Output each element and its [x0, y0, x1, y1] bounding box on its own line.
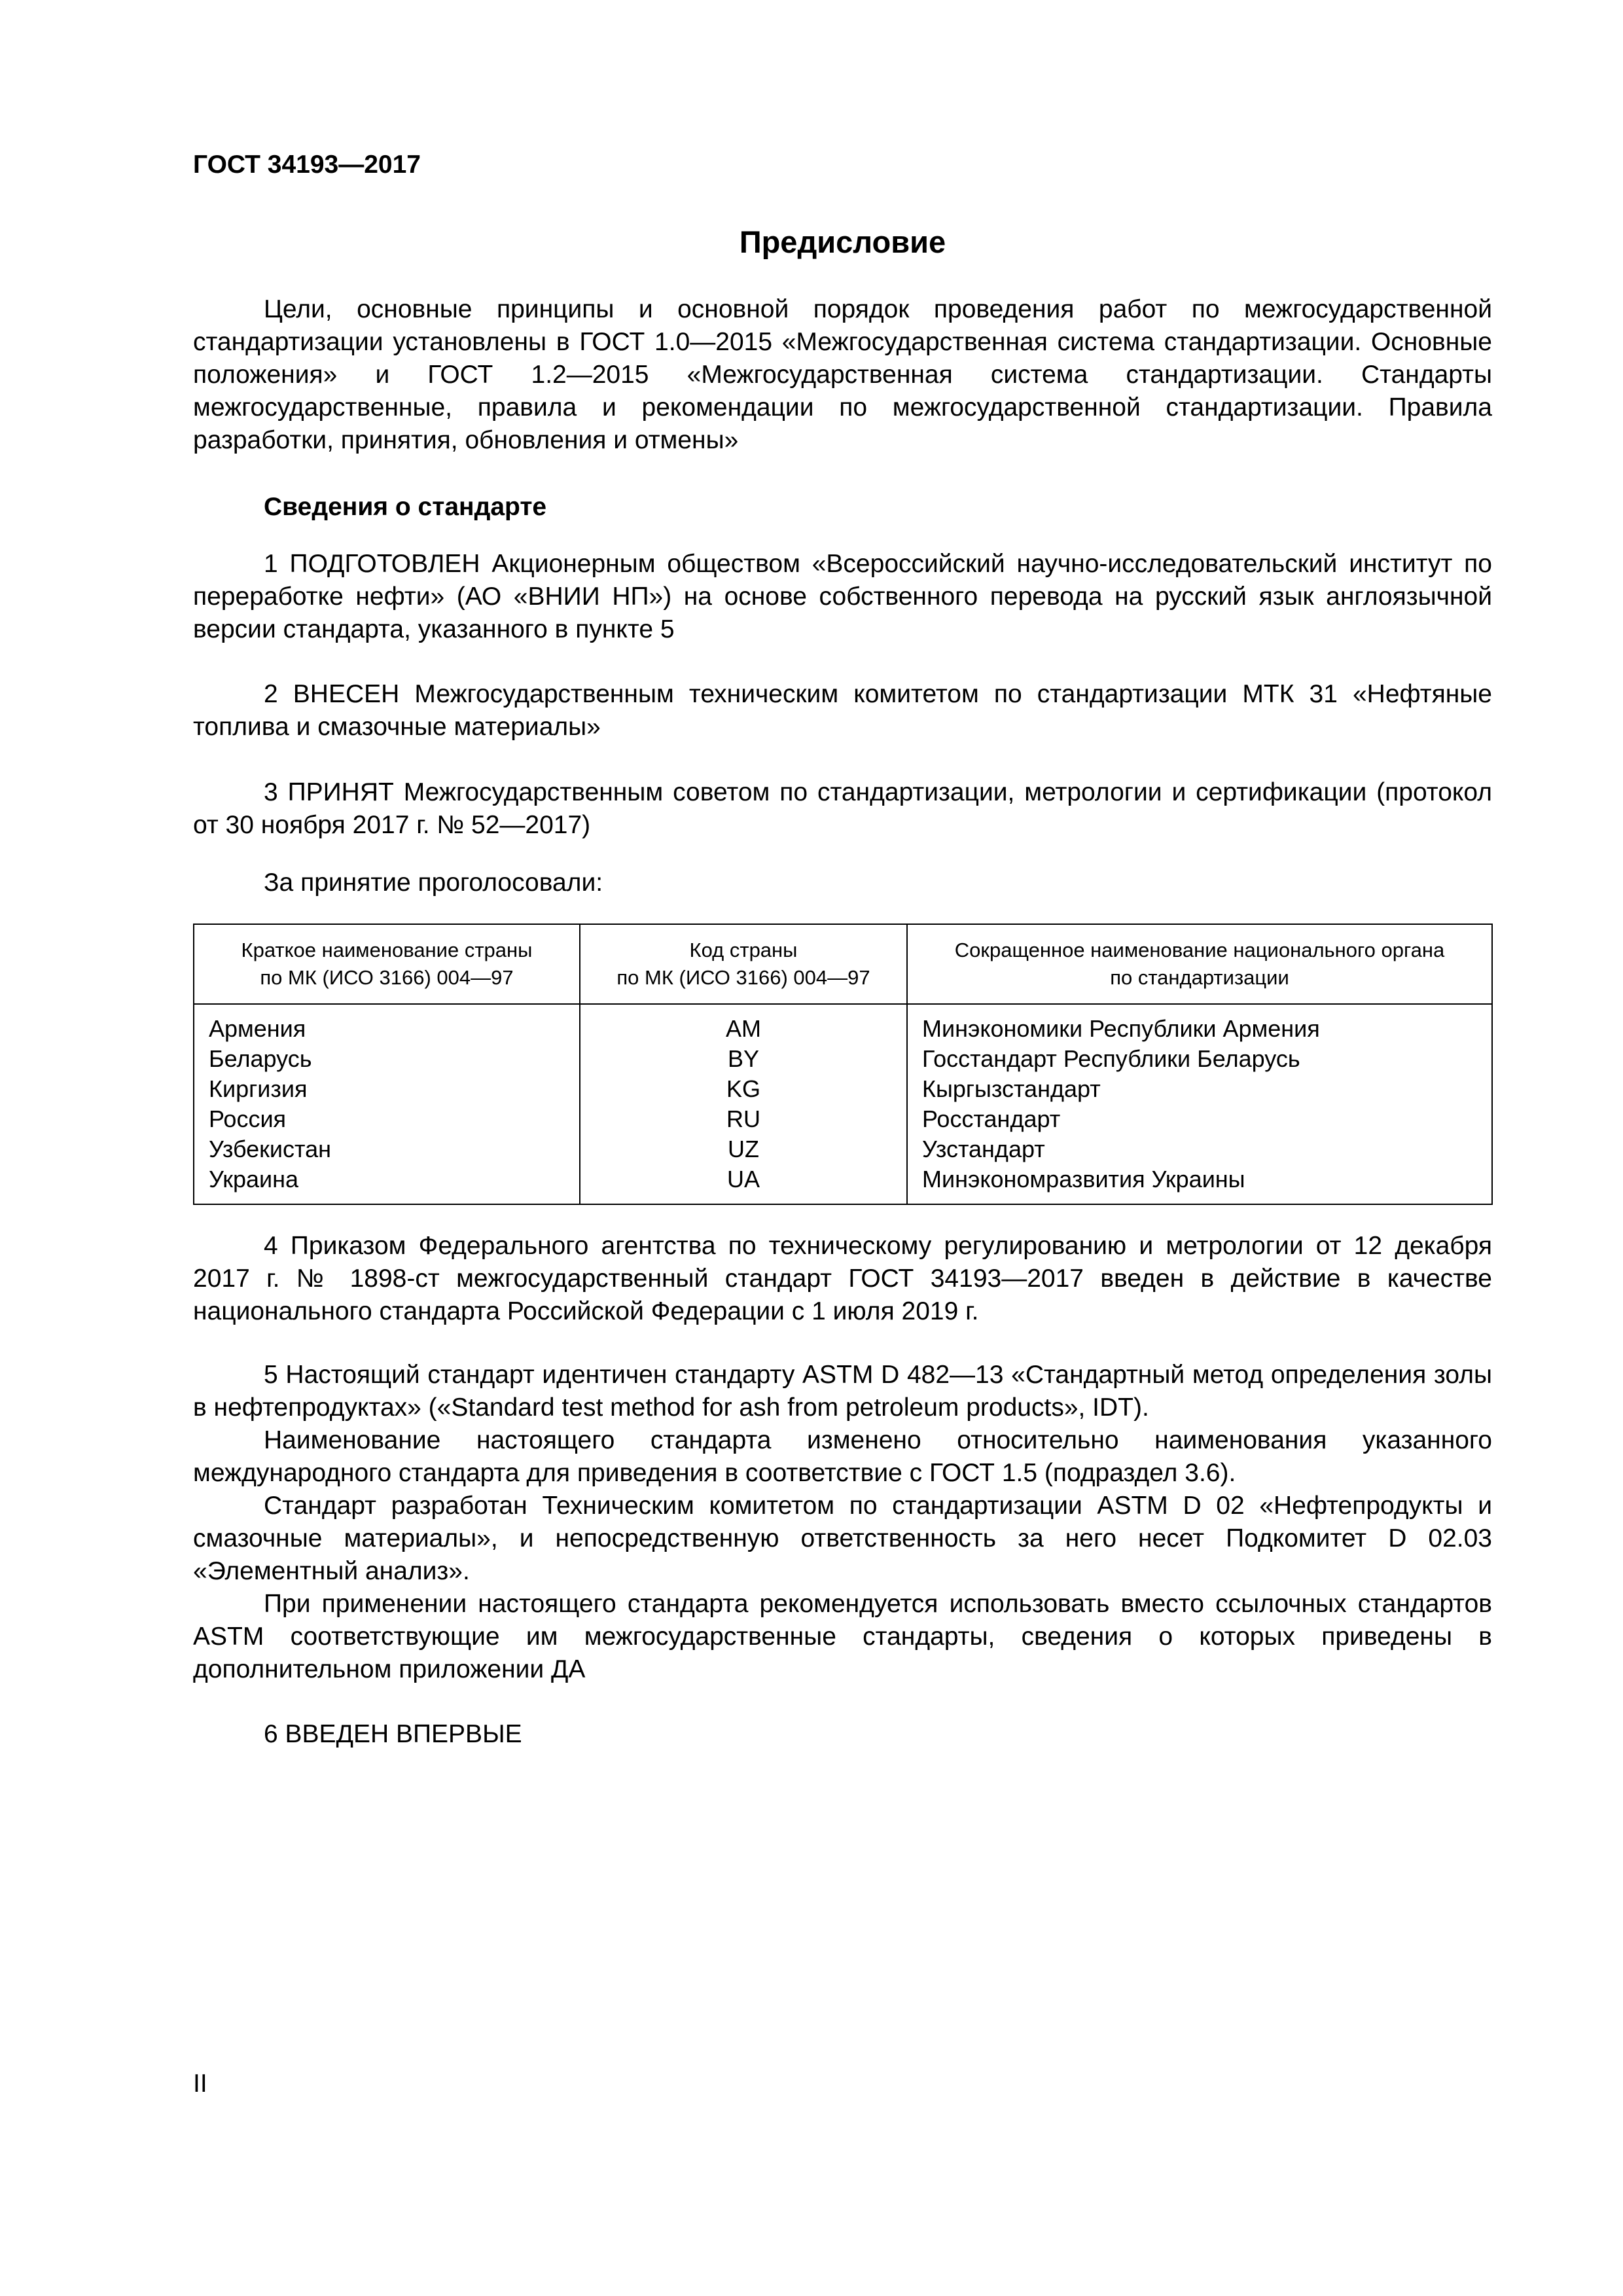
- page-number: II: [193, 2070, 207, 2098]
- table-row: [194, 1104, 1492, 1134]
- cell-body: Росстандарт: [907, 1104, 1492, 1134]
- paragraph-6-first-introduced: 6 ВВЕДЕН ВПЕРВЫЕ: [264, 1720, 522, 1748]
- document-code: ГОСТ 34193—2017: [193, 151, 421, 179]
- table-row: [194, 1134, 1492, 1164]
- table-header-row: [194, 924, 1492, 1004]
- table-row: [194, 1164, 1492, 1204]
- section-heading: Сведения о стандарте: [264, 493, 547, 521]
- paragraph-5-identical: 5 Настоящий стандарт идентичен стандарту ASTM D 482—13 «Стандартный метод определения золы в нефтепродуктах» («Standard test method for ash from petroleum products», IDT).: [193, 1361, 1492, 1422]
- cell-body: Госстандарт Республики Беларусь: [907, 1044, 1492, 1074]
- intro-paragraph: Цели, основные принципы и основной порядок проведения работ по межгосударственной стандартизации установлены в ГОСТ 1.0—2015 «Межгосударственная система стандартизации. Основные положения» и ГОСТ 1.2—2015 «Межгосударственная система стандартизации. Стандарты межгосударственные, правила и рекомендации по межгосударственной стандартизации. Правила разработки, принятия, обновления и отмены»: [193, 295, 1492, 454]
- voting-table: [193, 924, 1493, 1205]
- paragraph-4-order: 4 Приказом Федерального агентства по техническому регулированию и метрологии от 12 декабря 2017 г. № 1898-ст межгосударственный стандарт ГОСТ 34193—2017 введен в действие в качестве национального стандарта Российской Федерации с 1 июля 2019 г.: [193, 1232, 1492, 1325]
- paragraph-5-name-change: Наименование настоящего стандарта изменено относительно наименования указанного международного стандарта для приведения в соответствие с ГОСТ 1.5 (подраздел 3.6).: [193, 1426, 1492, 1487]
- paragraph-5-application: При применении настоящего стандарта рекомендуется использовать вместо ссылочных стандартов ASTM соответствующие им межгосударственные стандарты, сведения о которых приведены в дополнительном приложении ДА: [193, 1590, 1492, 1683]
- cell-body: Минэкономразвития Украины: [907, 1164, 1492, 1204]
- cell-code: UA: [580, 1164, 907, 1204]
- cell-code: RU: [580, 1104, 907, 1134]
- cell-code: UZ: [580, 1134, 907, 1164]
- cell-code: BY: [580, 1044, 907, 1074]
- cell-country: Узбекистан: [194, 1134, 580, 1164]
- column-header-country: Краткое наименование страны по МК (ИСО 3166) 004—97: [194, 924, 580, 1004]
- cell-country: Беларусь: [194, 1044, 580, 1074]
- paragraph-5-developer: Стандарт разработан Техническим комитетом по стандартизации ASTM D 02 «Нефтепродукты и смазочные материалы», и непосредственную ответственность за него несет Подкомитет D 02.03 «Элементный анализ».: [193, 1492, 1492, 1585]
- column-header-code: Код страны по МК (ИСО 3166) 004—97: [580, 924, 907, 1004]
- cell-body: Минэкономики Республики Армения: [907, 1004, 1492, 1044]
- cell-code: KG: [580, 1074, 907, 1104]
- cell-country: Киргизия: [194, 1074, 580, 1104]
- page-title: Предисловие: [739, 224, 946, 259]
- cell-body: Кыргызстандарт: [907, 1074, 1492, 1104]
- table-row: [194, 1004, 1492, 1044]
- table-row: [194, 1074, 1492, 1104]
- paragraph-3-adopted: 3 ПРИНЯТ Межгосударственным советом по стандартизации, метрологии и сертификации (протокол от 30 ноября 2017 г. № 52—2017): [193, 778, 1492, 839]
- paragraph-2-introduced: 2 ВНЕСЕН Межгосударственным техническим комитетом по стандартизации МТК 31 «Нефтяные топлива и смазочные материалы»: [193, 680, 1492, 741]
- cell-country: Армения: [194, 1004, 580, 1044]
- cell-country: Украина: [194, 1164, 580, 1204]
- cell-body: Узстандарт: [907, 1134, 1492, 1164]
- column-header-body: Сокращенное наименование национального органа по стандартизации: [907, 924, 1492, 1004]
- cell-code: AM: [580, 1004, 907, 1044]
- paragraph-1-prepared: 1 ПОДГОТОВЛЕН Акционерным обществом «Всероссийский научно-исследовательский институт по переработке нефти» (АО «ВНИИ НП») на основе собственного перевода на русский язык англоязычной версии стандарта, указанного в пункте 5: [193, 550, 1492, 643]
- vote-intro: За принятие проголосовали:: [264, 869, 603, 897]
- cell-country: Россия: [194, 1104, 580, 1134]
- table-row: [194, 1044, 1492, 1074]
